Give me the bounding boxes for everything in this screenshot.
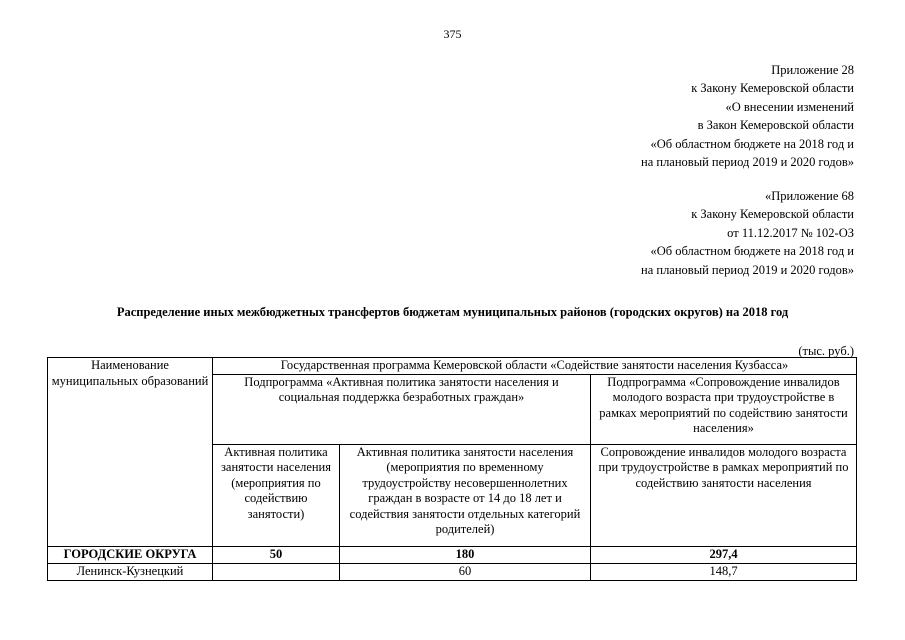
row-name: Ленинск-Кузнецкий xyxy=(48,563,213,580)
appendix-line: в Закон Кемеровской области xyxy=(697,118,854,133)
cell-value-b: 180 xyxy=(340,546,591,563)
cell-value-c: 297,4 xyxy=(591,546,857,563)
page-number: 375 xyxy=(443,27,462,41)
column-header-temporary-employment: Активная политика занятости населения (мероприятия по временному трудоустройству несовершеннолетних граждан в возрасте от 14 до 18 лет и содействия занятости отдельных категорий родителей) xyxy=(340,444,591,546)
table-row xyxy=(48,563,857,580)
column-header-municipality: Наименование муниципальных образований xyxy=(48,358,213,547)
appendix-line: на плановый период 2019 и 2020 годов» xyxy=(641,155,854,170)
appendix-line: «Приложение 68 xyxy=(765,189,854,203)
appendix-line: «Об областном бюджете на 2018 год и xyxy=(650,136,854,151)
appendix-line: к Закону Кемеровской области xyxy=(691,207,854,222)
cell-value-a xyxy=(213,563,340,580)
appendix-line: от 11.12.2017 № 102-ОЗ xyxy=(727,225,854,240)
units-label: (тыс. руб.) xyxy=(798,344,854,358)
appendix-line: «Об областном бюджете на 2018 год и xyxy=(650,244,854,259)
appendix-28-header xyxy=(641,61,854,171)
appendix-68-header xyxy=(641,187,854,279)
cell-value-b: 60 xyxy=(340,563,591,580)
appendix-line: «О внесении изменений xyxy=(725,99,854,114)
appendix-line: Приложение 28 xyxy=(771,63,854,77)
subprogram-1-header: Подпрограмма «Активная политика занятости населения и социальная поддержка безработных граждан» xyxy=(213,374,591,444)
cell-value-a: 50 xyxy=(213,546,340,563)
cell-value-c: 148,7 xyxy=(591,563,857,580)
program-header: Государственная программа Кемеровской области «Содействие занятости населения Кузбасса» xyxy=(213,358,857,375)
column-header-disabled-support: Сопровождение инвалидов молодого возраста при трудоустройстве в рамках мероприятий по содействию занятости населения xyxy=(591,444,857,546)
document-title: Распределение иных межбюджетных трансфертов бюджетам муниципальных районов (городских округов) на 2018 год xyxy=(116,305,789,319)
appendix-line: к Закону Кемеровской области xyxy=(691,81,854,96)
column-header-active-policy: Активная политика занятости населения (мероприятия по содействию занятости) xyxy=(213,444,340,546)
row-name: ГОРОДСКИЕ ОКРУГА xyxy=(48,546,213,563)
subprogram-2-header: Подпрограмма «Сопровождение инвалидов молодого возраста при трудоустройстве в рамках мероприятий по содействию занятости населения» xyxy=(591,374,857,444)
table-row xyxy=(48,546,857,563)
appendix-line: на плановый период 2019 и 2020 годов» xyxy=(641,262,854,277)
transfers-table xyxy=(47,357,857,581)
